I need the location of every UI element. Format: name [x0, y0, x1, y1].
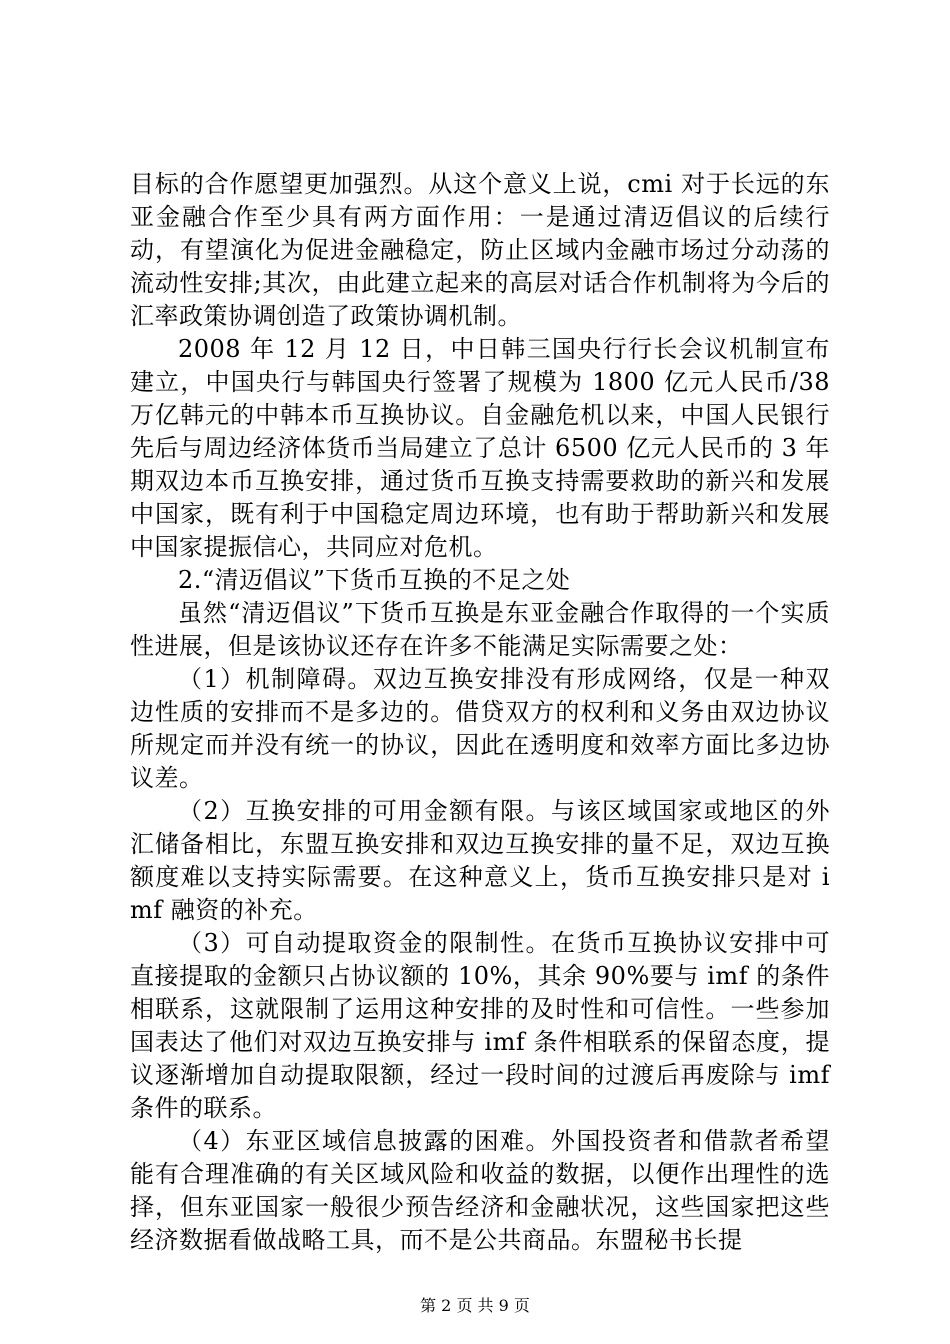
- list-item-1: （1）机制障碍。双边互换安排没有形成网络，仅是一种双边性质的安排而不是多边的。借贷双方的权利和义务由双边协议所规定而并没有统一的协议，因此在透明度和效率方面比多边协议差。: [130, 665, 830, 792]
- page-footer: 第 2 页 共 9 页: [420, 1296, 530, 1315]
- section-heading: 2.“清迈倡议”下货币互换的不足之处: [178, 566, 571, 594]
- paragraph-1: 目标的合作愿望更加强烈。从这个意义上说，cmi 对于长远的东亚金融合作至少具有两方面作用：一是通过清迈倡议的后续行动，有望演化为促进金融稳定，防止区域内金融市场过分动荡的流动性安排;其次，由此建立起来的高层对话合作机制将为今后的汇率政策协调创造了政策协调机制。: [130, 170, 830, 330]
- list-item-3: （3）可自动提取资金的限制性。在货币互换协议安排中可直接提取的金额只占协议额的 10%，其余 90%要与 imf 的条件相联系，这就限制了运用这种安排的及时性和可信性。一些参加国表达了他们对双边互换安排与 imf 条件相联系的保留态度，提议逐渐增加自动提取限额，经过一段时间的过渡后再废除与 imf 条件的联系。: [130, 929, 830, 1122]
- document-body: [130, 168, 830, 1257]
- paragraph-2: 2008 年 12 月 12 日，中日韩三国央行行长会议机制宣布建立，中国央行与韩国央行签署了规模为 1800 亿元人民币/38 万亿韩元的中韩本币互换协议。自金融危机以来，中国人民银行先后与周边经济体货币当局建立了总计 6500 亿元人民币的 3 年期双边本币互换安排，通过货币互换支持需要救助的新兴和发展中国家，既有利于中国稳定周边环境，也有助于帮助新兴和发展中国家提振信心，共同应对危机。: [130, 335, 830, 561]
- list-item-4: （4）东亚区域信息披露的困难。外国投资者和借款者希望能有合理准确的有关区域风险和收益的数据，以便作出理性的选择，但东亚国家一般很少预告经济和金融状况，这些国家把这些经济数据看做战略工具，而不是公共商品。东盟秘书长提: [130, 1127, 830, 1254]
- paragraph-3: 虽然“清迈倡议”下货币互换是东亚金融合作取得的一个实质性进展，但是该协议还存在许多不能满足实际需要之处：: [130, 599, 830, 660]
- list-item-2: （2）互换安排的可用金额有限。与该区域国家或地区的外汇储备相比，东盟互换安排和双边互换安排的量不足，双边互换额度难以支持实际需要。在这种意义上，货币互换安排只是对 imf 融资的补充。: [130, 797, 830, 924]
